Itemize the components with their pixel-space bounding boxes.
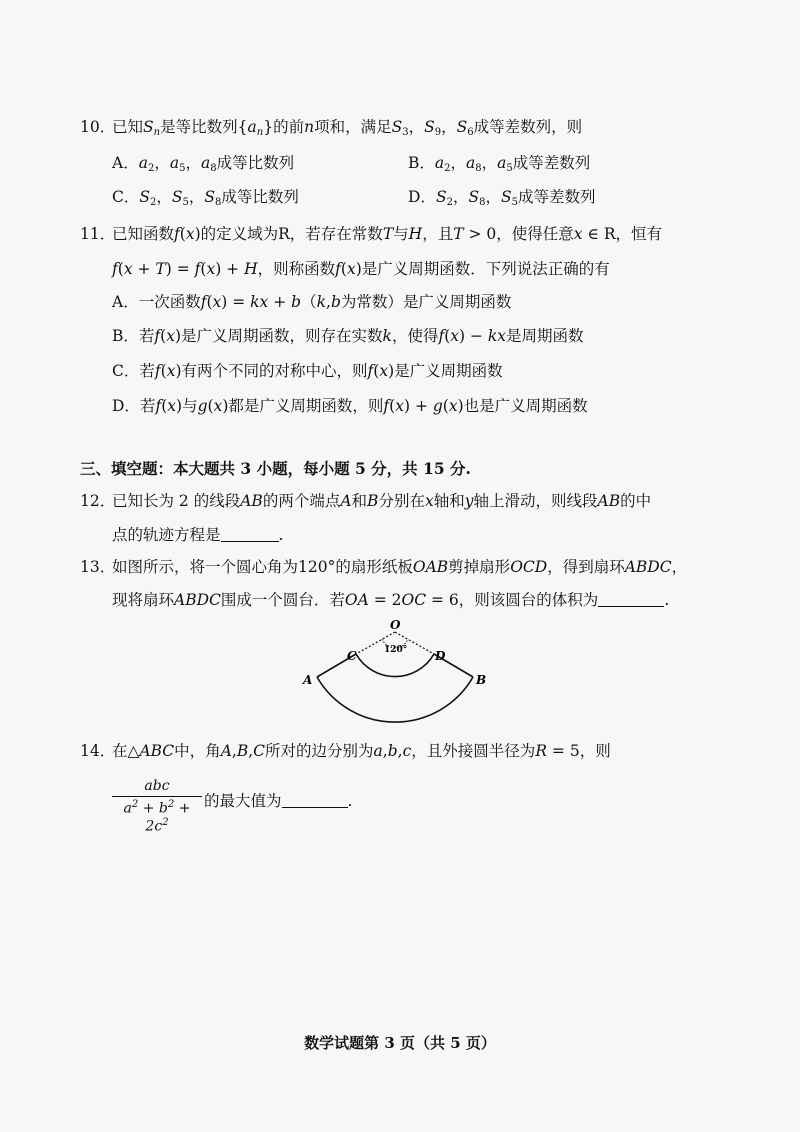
q14-stem-line1: 14．在△ABC中，角A,B,C所对的边分别为a,b,c，且外接圆半径为R = 5，则	[80, 742, 611, 760]
q11-stem-line1: 11．已知函数f(x)的定义域为R，若存在常数T与H，且T > 0，使得任意x ∈ R，恒有	[80, 225, 663, 243]
q10-option-c: C．$S_2$，$S_5$，$S_8$成等比数列	[112, 188, 299, 208]
q12-stem-line2: 点的轨迹方程是 .	[112, 526, 284, 544]
q14-stem-line2: 的最大值为 .	[204, 792, 353, 810]
outer-arc	[317, 677, 473, 722]
q11-stem-line2: f(x + T) = f(x) + H，则称函数f(x)是广义周期函数．下列说法正确的有	[112, 260, 610, 278]
label-b: B	[476, 673, 487, 687]
label-a: A	[303, 673, 313, 687]
inner-arc	[356, 654, 434, 677]
q10-option-d: D．$S_2$，$S_8$，$S_5$成等差数列	[408, 188, 596, 208]
page-footer: 数学试题第 3 页（共 5 页）	[304, 1034, 496, 1052]
fraction-expression: abc $a^2 + b^2 + 2c^2$	[112, 778, 202, 834]
answer-blank[interactable]	[221, 527, 279, 542]
label-d: D	[435, 649, 446, 663]
q13-stem-line2: 现将扇环ABDC围成一个圆台．若OA = 2OC = 6，则该圆台的体积为 .	[112, 591, 670, 609]
label-c: C	[347, 649, 357, 663]
q11-option-b: B．若f(x)是广义周期函数，则存在实数k，使得f(x) − kx是周期函数	[112, 327, 584, 345]
q12-stem-line1: 12．已知长为 2 的线段AB的两个端点A和B分别在x轴和y轴上滑动，则线段AB的中	[80, 492, 652, 510]
label-angle: 120°	[384, 645, 408, 655]
answer-blank[interactable]	[598, 592, 664, 607]
sector-ring-figure	[290, 618, 500, 758]
q10-option-a: A．$a_2$，$a_5$，$a_8$成等比数列	[112, 154, 295, 174]
q11-option-c: C．若f(x)有两个不同的对称中心，则f(x)是广义周期函数	[112, 362, 503, 380]
q11-option-d: D．若f(x)与g(x)都是广义周期函数，则f(x) + g(x)也是广义周期函数	[112, 397, 588, 415]
q13-stem-line1: 13．如图所示，将一个圆心角为120°的扇形纸板OAB剪掉扇形OCD，得到扇环ABDC，	[80, 558, 688, 576]
q11-option-a: A．一次函数f(x) = kx + b（k,b为常数）是广义周期函数	[112, 293, 512, 311]
label-o: O	[390, 618, 401, 632]
section-heading: 三、填空题：本大题共 3 小题，每小题 5 分，共 15 分.	[80, 459, 471, 478]
answer-blank[interactable]	[282, 793, 348, 808]
q10-option-b: B．$a_2$，$a_8$，$a_5$成等差数列	[408, 154, 591, 174]
q10-stem: 10．已知$S_n$是等比数列$\{a_n\}$的前n项和，满足$S_3$，$S_9$，$S_6$成等差数列，则	[80, 118, 583, 138]
